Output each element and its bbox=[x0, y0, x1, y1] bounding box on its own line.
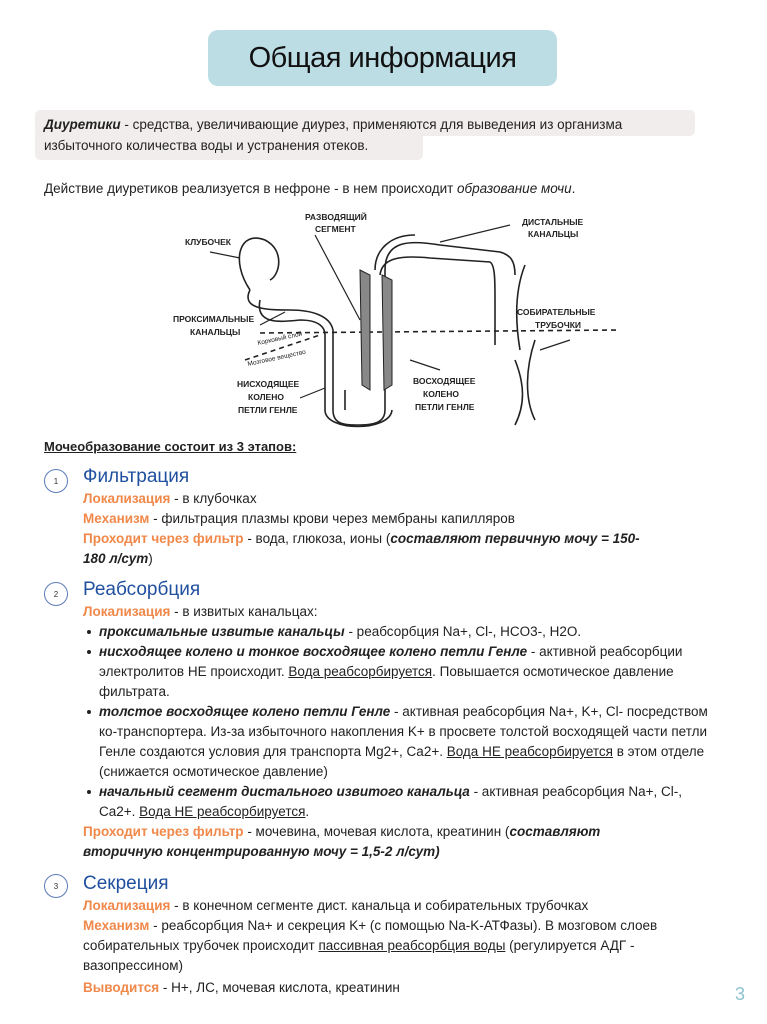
bullet-text: - активная реабсорбция Na+, K+, Cl- посредством ко-транспортера. Из-за избыточного накопления K+ в просвете толстой восходящей части петли Генле создаются условия для транспорта Mg2+, Ca2+. bbox=[99, 704, 708, 759]
filter-label: Проходит через фильтр bbox=[83, 824, 244, 839]
localization-label: Локализация bbox=[83, 898, 171, 913]
bullet-after: . bbox=[305, 804, 310, 819]
localization-text: - в конечном сегменте дист. канальца и собирательных трубочках bbox=[170, 898, 589, 913]
page-number: 3 bbox=[735, 984, 746, 1004]
localization-label: Локализация bbox=[83, 604, 171, 619]
filter-end: ) bbox=[148, 551, 153, 566]
localization-text: - в клубочках bbox=[170, 491, 257, 506]
stage-title: Реабсорбция bbox=[83, 579, 201, 600]
cortex-medulla-line bbox=[260, 330, 620, 333]
bullet-term: начальный сегмент дистального извитого канальца bbox=[99, 784, 470, 799]
mechanism-text: - фильтрация плазмы крови через мембраны капилляров bbox=[149, 511, 515, 526]
stages-heading: Мочеобразование состоит из 3 этапов: bbox=[44, 439, 297, 454]
stage-title: Секреция bbox=[83, 873, 169, 894]
label-descending-3: ПЕТЛИ ГЕНЛЕ bbox=[238, 405, 298, 415]
filter-text: - мочевина, мочевая кислота, креатинин ( bbox=[243, 824, 510, 839]
mechanism-after: (регулируется АДГ - вазопрессином) bbox=[83, 938, 635, 973]
stage-secretion bbox=[83, 872, 723, 998]
label-diverging-2: СЕГМЕНТ bbox=[315, 224, 356, 234]
bullet-underlined: Вода НЕ реабсорбируется bbox=[139, 804, 306, 819]
definition-text bbox=[44, 114, 694, 156]
list-item bbox=[85, 642, 710, 702]
bullet-text: - реабсорбция Na+, Cl-, HCO3-, H2O. bbox=[344, 624, 582, 639]
label-distal-2: КАНАЛЬЦЫ bbox=[528, 229, 579, 239]
bullet-term: нисходящее колено и тонкое восходящее колено петли Генле bbox=[99, 644, 528, 659]
stage-filtration bbox=[83, 465, 723, 569]
label-diverging: РАЗВОДЯЩИЙ bbox=[305, 212, 367, 222]
output-line bbox=[83, 978, 723, 998]
filter-text: - вода, глюкоза, ионы ( bbox=[243, 531, 391, 546]
stage-number-1: 1 bbox=[44, 469, 68, 493]
definition-body: - средства, увеличивающие диурез, применяются для выведения из организма избыточного количества воды и устранения отеков. bbox=[44, 117, 623, 153]
label-ascending-2: КОЛЕНО bbox=[423, 389, 459, 399]
bullet-text: - активная реабсорбция Na+, Cl-, Ca2+. bbox=[99, 784, 683, 819]
label-descending-2: КОЛЕНО bbox=[248, 392, 284, 402]
localization-line bbox=[83, 602, 723, 622]
label-distal: ДИСТАЛЬНЫЕ bbox=[522, 217, 584, 227]
stage-number-3: 3 bbox=[44, 874, 68, 898]
localization-line bbox=[83, 489, 723, 509]
label-glomerulus: КЛУБОЧЕК bbox=[185, 237, 231, 247]
mechanism-text: - реабсорбция Na+ и секреция K+ (с помощью Na-K-АТФазы). В мозговом слоев собирательных трубочек происходит bbox=[83, 918, 658, 953]
bullet-after: . Повышается осмотическое давление фильтрата. bbox=[99, 664, 674, 699]
mechanism-line bbox=[83, 509, 723, 529]
label-collecting-2: ТРУБОЧКИ bbox=[535, 320, 582, 330]
ascending-limb bbox=[345, 235, 415, 410]
bullet-after: в этом отделе (снижается осмотическое давление) bbox=[99, 744, 705, 779]
page-title: Общая информация bbox=[208, 30, 557, 86]
thick-segment-2 bbox=[382, 275, 392, 390]
label-proximal-2: КАНАЛЬЦЫ bbox=[190, 327, 241, 337]
bullet-term: толстое восходящее колено петли Генле bbox=[99, 704, 391, 719]
definition-box bbox=[35, 110, 695, 160]
filter-emphasis: составляют первичную мочу = 150-180 л/сут bbox=[83, 531, 640, 566]
localization-text: - в извитых канальцах: bbox=[170, 604, 318, 619]
label-medulla: Мозговое вещество bbox=[246, 348, 307, 368]
intro-emphasis: образование мочи bbox=[457, 181, 572, 196]
collecting-duct bbox=[515, 265, 535, 425]
label-cortex: Корковый слой bbox=[256, 330, 303, 347]
label-ascending: ВОСХОДЯЩЕЕ bbox=[413, 376, 476, 386]
label-descending: НИСХОДЯЩЕЕ bbox=[237, 379, 300, 389]
mechanism-label: Механизм bbox=[83, 511, 150, 526]
localization-line bbox=[83, 896, 723, 916]
label-ascending-3: ПЕТЛИ ГЕНЛЕ bbox=[415, 402, 475, 412]
localization-label: Локализация bbox=[83, 491, 171, 506]
stage-reabsorption bbox=[83, 578, 723, 862]
stage-number-2: 2 bbox=[44, 582, 68, 606]
mechanism-line bbox=[83, 916, 718, 976]
bullet-term: проксимальные извитые канальцы bbox=[99, 624, 345, 639]
bullet-underlined: Вода реабсорбируется bbox=[288, 664, 433, 679]
bullet-text: - активной реабсорбции электролитов НЕ происходит. bbox=[99, 644, 683, 679]
filter-label: Проходит через фильтр bbox=[83, 531, 244, 546]
label-proximal: ПРОКСИМАЛЬНЫЕ bbox=[173, 314, 255, 324]
output-text: - H+, ЛС, мочевая кислота, креатинин bbox=[159, 980, 400, 995]
bullet-underlined: Вода НЕ реабсорбируется bbox=[446, 744, 613, 759]
nephron-diagram bbox=[170, 200, 620, 430]
reabsorption-list bbox=[85, 622, 710, 822]
intro-paragraph bbox=[44, 181, 575, 196]
filter-line bbox=[83, 529, 653, 569]
definition-term: Диуретики bbox=[44, 117, 121, 132]
mechanism-underlined: пассивная реабсорбция воды bbox=[318, 938, 506, 953]
list-item bbox=[85, 782, 710, 822]
thick-segment bbox=[360, 270, 370, 390]
label-collecting: СОБИРАТЕЛЬНЫЕ bbox=[517, 307, 596, 317]
mechanism-label: Механизм bbox=[83, 918, 150, 933]
intro-end: . bbox=[571, 181, 576, 196]
list-item bbox=[85, 702, 710, 782]
stage-title: Фильтрация bbox=[83, 466, 190, 487]
filter-line bbox=[83, 822, 663, 862]
output-label: Выводится bbox=[83, 980, 160, 995]
list-item bbox=[85, 622, 710, 642]
filter-emphasis: составляют вторичную концентрированную мочу = 1,5-2 л/сут) bbox=[83, 824, 601, 859]
intro-text: Действие диуретиков реализуется в нефроне - в нем происходит bbox=[44, 181, 458, 196]
